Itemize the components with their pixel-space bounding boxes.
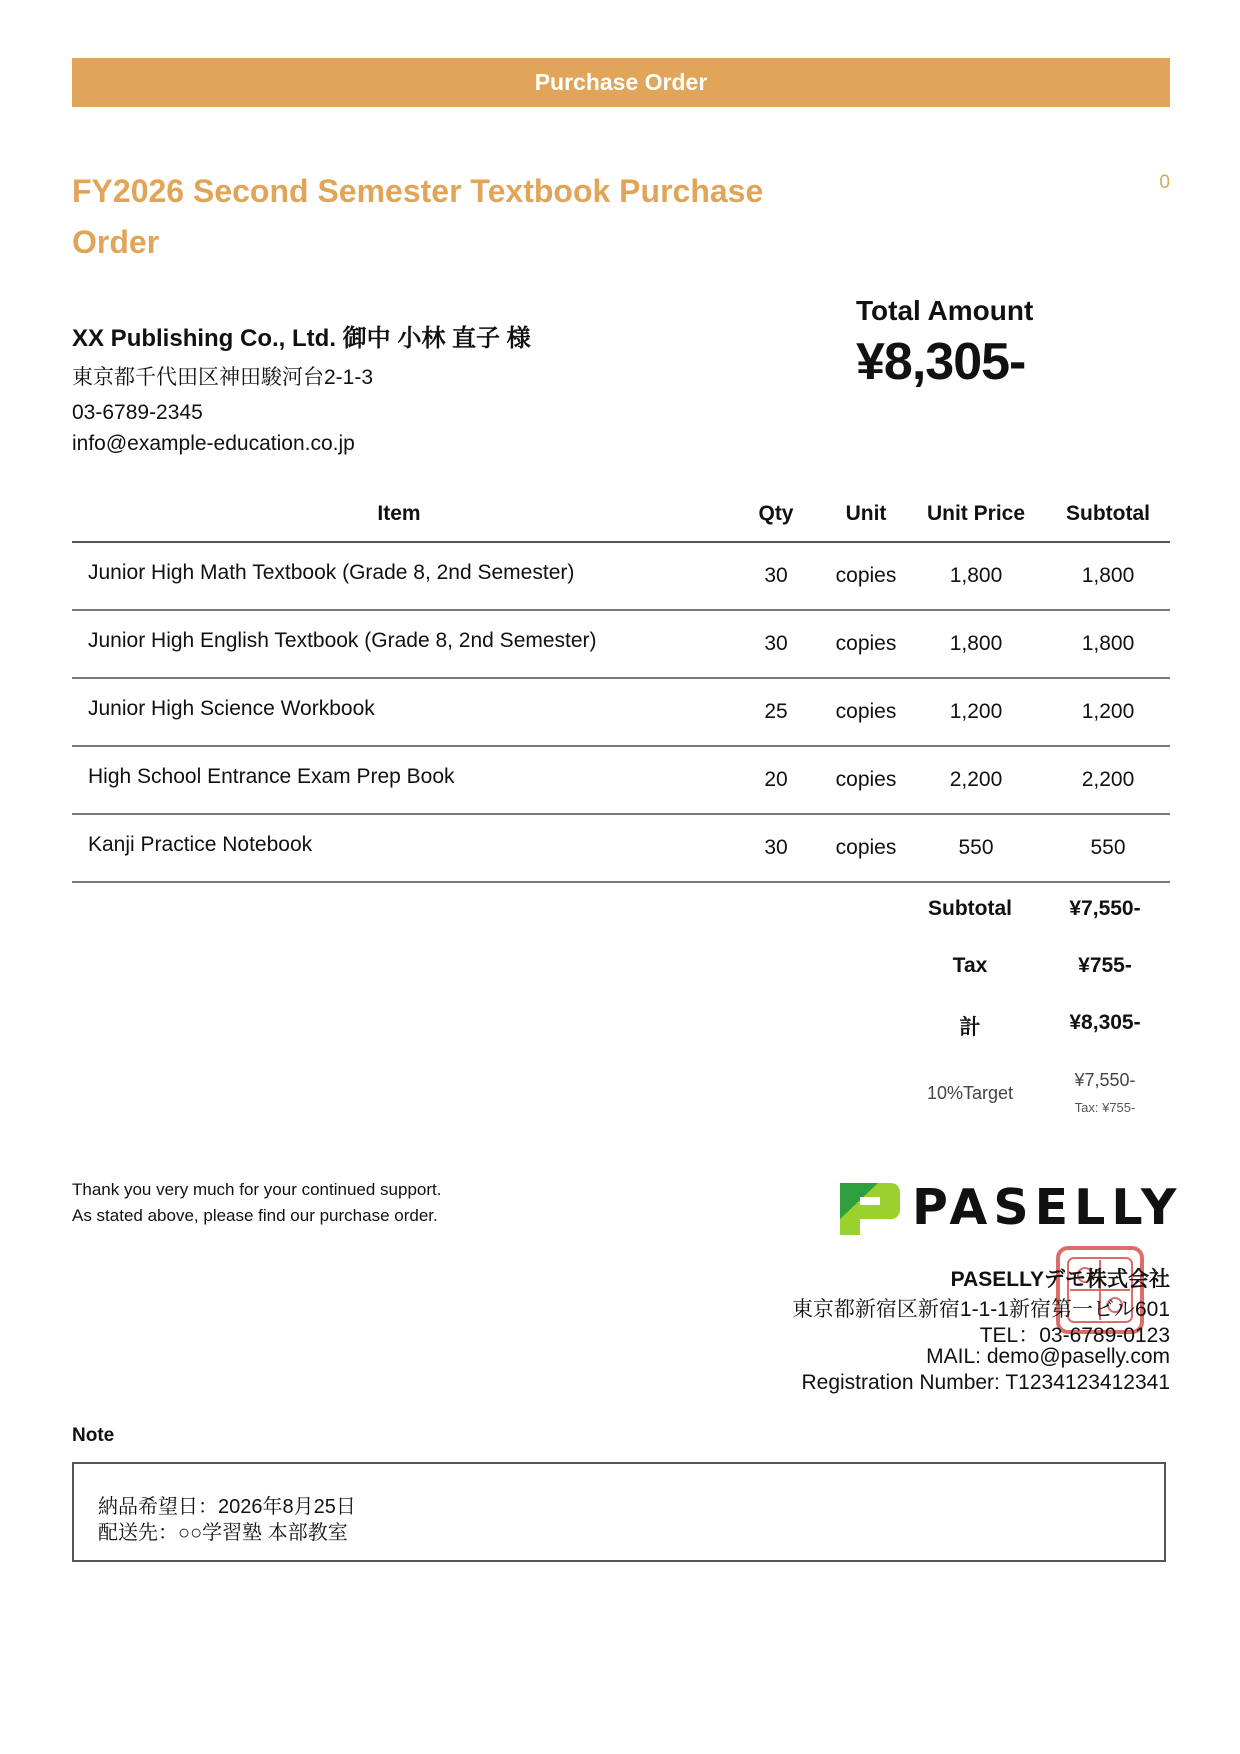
cell-item: Junior High Math Textbook (Grade 8, 2nd Semester) — [72, 539, 726, 607]
cell-item: Junior High Science Workbook — [72, 675, 726, 743]
summary-tax-value: ¥755- — [1078, 954, 1132, 977]
message-line-1: Thank you very much for your continued support. — [72, 1180, 442, 1199]
company-mail: MAIL: demo@paselly.com — [926, 1345, 1170, 1368]
summary-subtotal-label: Subtotal — [928, 897, 1012, 920]
header-title: Purchase Order — [534, 69, 708, 95]
company-logo-text: PASELLY — [912, 1179, 1183, 1236]
cell-item: High School Entrance Exam Prep Book — [72, 743, 726, 811]
cell-unit-price: 1,200 — [906, 678, 1046, 746]
table-row — [72, 746, 1170, 814]
company-address: 東京都新宿区新宿1-1-1新宿第一ビル601 — [791, 1298, 1170, 1321]
summary-total-value: ¥8,305- — [1069, 1011, 1141, 1034]
recipient-phone: 03-6789-2345 — [72, 401, 203, 424]
company-tel: TEL：03-6789-0123 — [979, 1324, 1170, 1347]
cell-qty: 20 — [726, 746, 826, 814]
column-header-qty: Qty — [726, 487, 826, 542]
cell-subtotal: 1,200 — [1046, 678, 1170, 746]
tax-rate-label: 10%Target — [926, 1083, 1014, 1103]
cell-subtotal: 1,800 — [1046, 610, 1170, 678]
company-name: PASELLYデモ株式会社 — [950, 1268, 1170, 1291]
items-table — [72, 487, 1170, 883]
total-amount-label: Total Amount — [856, 295, 1034, 326]
table-row — [72, 814, 1170, 882]
cell-unit-price: 550 — [906, 814, 1046, 882]
cell-unit: copies — [826, 610, 906, 678]
recipient-email: info@example-education.co.jp — [72, 432, 355, 455]
recipient-name: XX Publishing Co., Ltd. 御中 小林 直子 様 — [72, 325, 531, 352]
column-header-subtotal: Subtotal — [1046, 487, 1170, 542]
column-header-item: Item — [72, 487, 726, 542]
cell-subtotal: 2,200 — [1046, 746, 1170, 814]
summary-total-label: 計 — [959, 1016, 981, 1039]
cell-qty: 30 — [726, 610, 826, 678]
cell-item: Kanji Practice Notebook — [72, 811, 726, 879]
cell-unit: copies — [826, 542, 906, 610]
tax-rate-tax: Tax: ¥755- — [1074, 1100, 1136, 1115]
note-label: Note — [72, 1425, 115, 1446]
document-title: FY2026 Second Semester Textbook Purchase Order — [72, 173, 764, 260]
column-header-unit: Unit — [826, 487, 906, 542]
cell-unit-price: 1,800 — [906, 542, 1046, 610]
total-amount-value: ¥8,305- — [856, 333, 1026, 391]
cell-unit: copies — [826, 814, 906, 882]
cell-item: Junior High English Textbook (Grade 8, 2nd Semester) — [72, 607, 726, 675]
note-line-1: 納品希望日：2026年8月25日 — [98, 1496, 356, 1518]
note-line-2: 配送先：○○学習塾 本部教室 — [98, 1522, 348, 1544]
table-row — [72, 610, 1170, 678]
table-row — [72, 542, 1170, 610]
cell-qty: 25 — [726, 678, 826, 746]
company-registration: Registration Number: T1234123412341 — [801, 1371, 1170, 1394]
table-row — [72, 678, 1170, 746]
note-box — [72, 1462, 1166, 1562]
tax-rate-base: ¥7,550- — [1074, 1070, 1136, 1090]
column-header-unit-price: Unit Price — [906, 487, 1046, 542]
header-bar — [72, 58, 1170, 107]
summary-tax-label: Tax — [952, 954, 988, 977]
cell-unit-price: 2,200 — [906, 746, 1046, 814]
recipient-address: 東京都千代田区神田駿河台2-1-3 — [72, 366, 374, 389]
cell-unit: copies — [826, 678, 906, 746]
cell-unit: copies — [826, 746, 906, 814]
table-header-row — [72, 487, 1170, 542]
cell-qty: 30 — [726, 814, 826, 882]
cell-subtotal: 1,800 — [1046, 542, 1170, 610]
cell-unit-price: 1,800 — [906, 610, 1046, 678]
cell-subtotal: 550 — [1046, 814, 1170, 882]
document-number: 0 — [1159, 172, 1170, 193]
message-line-2: As stated above, please find our purchase order. — [72, 1206, 438, 1225]
cell-qty: 30 — [726, 542, 826, 610]
summary-subtotal-value: ¥7,550- — [1069, 897, 1141, 920]
